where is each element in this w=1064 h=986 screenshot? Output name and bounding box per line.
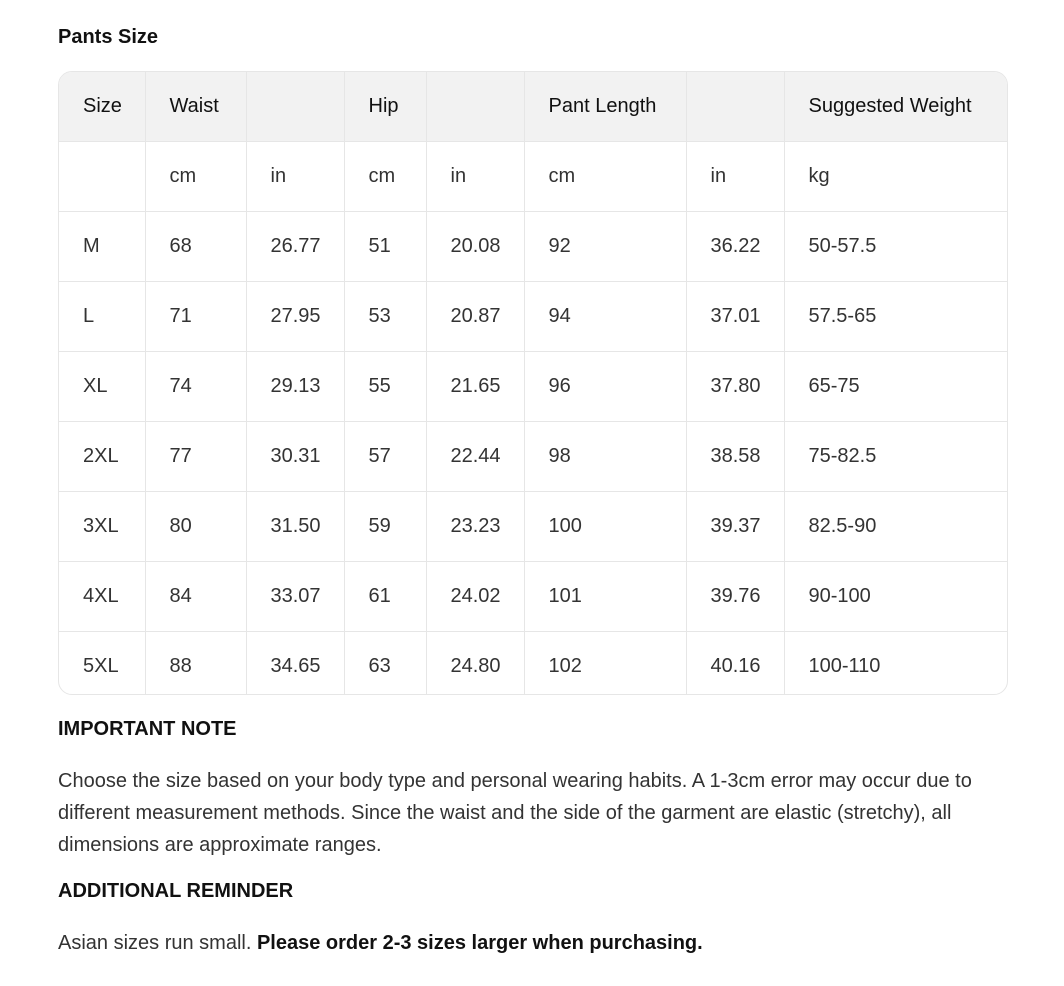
value-cell: 55 <box>344 352 426 422</box>
unit-cell: in <box>686 142 784 212</box>
table-row <box>59 632 1007 696</box>
table-row <box>59 562 1007 632</box>
unit-cell: cm <box>344 142 426 212</box>
value-cell: 38.58 <box>686 422 784 492</box>
header-cell <box>246 72 344 142</box>
value-cell: 57.5-65 <box>784 282 1007 352</box>
value-cell: 77 <box>145 422 246 492</box>
value-cell: 84 <box>145 562 246 632</box>
value-cell: 102 <box>524 632 686 696</box>
size-cell: M <box>59 212 145 282</box>
value-cell: 40.16 <box>686 632 784 696</box>
value-cell: 98 <box>524 422 686 492</box>
header-cell <box>686 72 784 142</box>
value-cell: 37.01 <box>686 282 784 352</box>
additional-reminder-heading: ADDITIONAL REMINDER <box>58 880 294 902</box>
value-cell: 88 <box>145 632 246 696</box>
table-header-row <box>59 72 1007 142</box>
header-cell <box>426 72 524 142</box>
important-note-heading: IMPORTANT NOTE <box>58 718 237 740</box>
value-cell: 33.07 <box>246 562 344 632</box>
value-cell: 31.50 <box>246 492 344 562</box>
size-table <box>58 71 1008 695</box>
value-cell: 23.23 <box>426 492 524 562</box>
value-cell: 75-82.5 <box>784 422 1007 492</box>
value-cell: 82.5-90 <box>784 492 1007 562</box>
value-cell: 74 <box>145 352 246 422</box>
size-cell: 2XL <box>59 422 145 492</box>
value-cell: 24.02 <box>426 562 524 632</box>
header-cell: Waist <box>145 72 246 142</box>
reminder-bold-text: Please order 2-3 sizes larger when purchasing. <box>256 932 703 954</box>
value-cell: 37.80 <box>686 352 784 422</box>
unit-cell: in <box>246 142 344 212</box>
value-cell: 50-57.5 <box>784 212 1007 282</box>
table-row <box>59 282 1007 352</box>
table-row <box>59 212 1007 282</box>
value-cell: 92 <box>524 212 686 282</box>
header-cell: Size <box>59 72 145 142</box>
value-cell: 51 <box>344 212 426 282</box>
value-cell: 100 <box>524 492 686 562</box>
value-cell: 59 <box>344 492 426 562</box>
unit-cell: in <box>426 142 524 212</box>
value-cell: 34.65 <box>246 632 344 696</box>
value-cell: 36.22 <box>686 212 784 282</box>
additional-reminder-text <box>58 932 703 955</box>
unit-cell: kg <box>784 142 1007 212</box>
value-cell: 20.08 <box>426 212 524 282</box>
value-cell: 20.87 <box>426 282 524 352</box>
table-row <box>59 422 1007 492</box>
size-cell: 5XL <box>59 632 145 696</box>
value-cell: 71 <box>145 282 246 352</box>
table-row <box>59 492 1007 562</box>
unit-cell: cm <box>524 142 686 212</box>
value-cell: 101 <box>524 562 686 632</box>
value-cell: 22.44 <box>426 422 524 492</box>
size-cell: 4XL <box>59 562 145 632</box>
size-cell: 3XL <box>59 492 145 562</box>
value-cell: 65-75 <box>784 352 1007 422</box>
table-row <box>59 352 1007 422</box>
value-cell: 90-100 <box>784 562 1007 632</box>
page-title: Pants Size <box>58 26 159 48</box>
size-cell: XL <box>59 352 145 422</box>
value-cell: 27.95 <box>246 282 344 352</box>
value-cell: 26.77 <box>246 212 344 282</box>
header-cell: Suggested Weight <box>784 72 1007 142</box>
header-cell: Hip <box>344 72 426 142</box>
value-cell: 57 <box>344 422 426 492</box>
value-cell: 21.65 <box>426 352 524 422</box>
important-note-text: Choose the size based on your body type and personal wearing habits. A 1-3cm error may occur due to different measurement methods. Since the waist and the side of the garment are elastic (stretchy), all dimensions are approximate ranges. <box>58 770 972 856</box>
value-cell: 100-110 <box>808 655 881 677</box>
unit-cell: cm <box>145 142 246 212</box>
value-cell: 39.76 <box>686 562 784 632</box>
value-cell: 63 <box>344 632 426 696</box>
value-cell: 24.80 <box>426 632 524 696</box>
size-cell: L <box>59 282 145 352</box>
value-cell: 61 <box>344 562 426 632</box>
unit-cell <box>59 142 145 212</box>
value-cell: 94 <box>524 282 686 352</box>
value-cell: 68 <box>145 212 246 282</box>
value-cell: 53 <box>344 282 426 352</box>
units-row <box>59 142 1007 212</box>
value-cell: 39.37 <box>686 492 784 562</box>
header-cell: Pant Length <box>524 72 686 142</box>
reminder-plain-text: Asian sizes run small. <box>58 932 257 954</box>
value-cell: 96 <box>524 352 686 422</box>
value-cell: 29.13 <box>246 352 344 422</box>
value-cell: 30.31 <box>246 422 344 492</box>
value-cell: 80 <box>145 492 246 562</box>
